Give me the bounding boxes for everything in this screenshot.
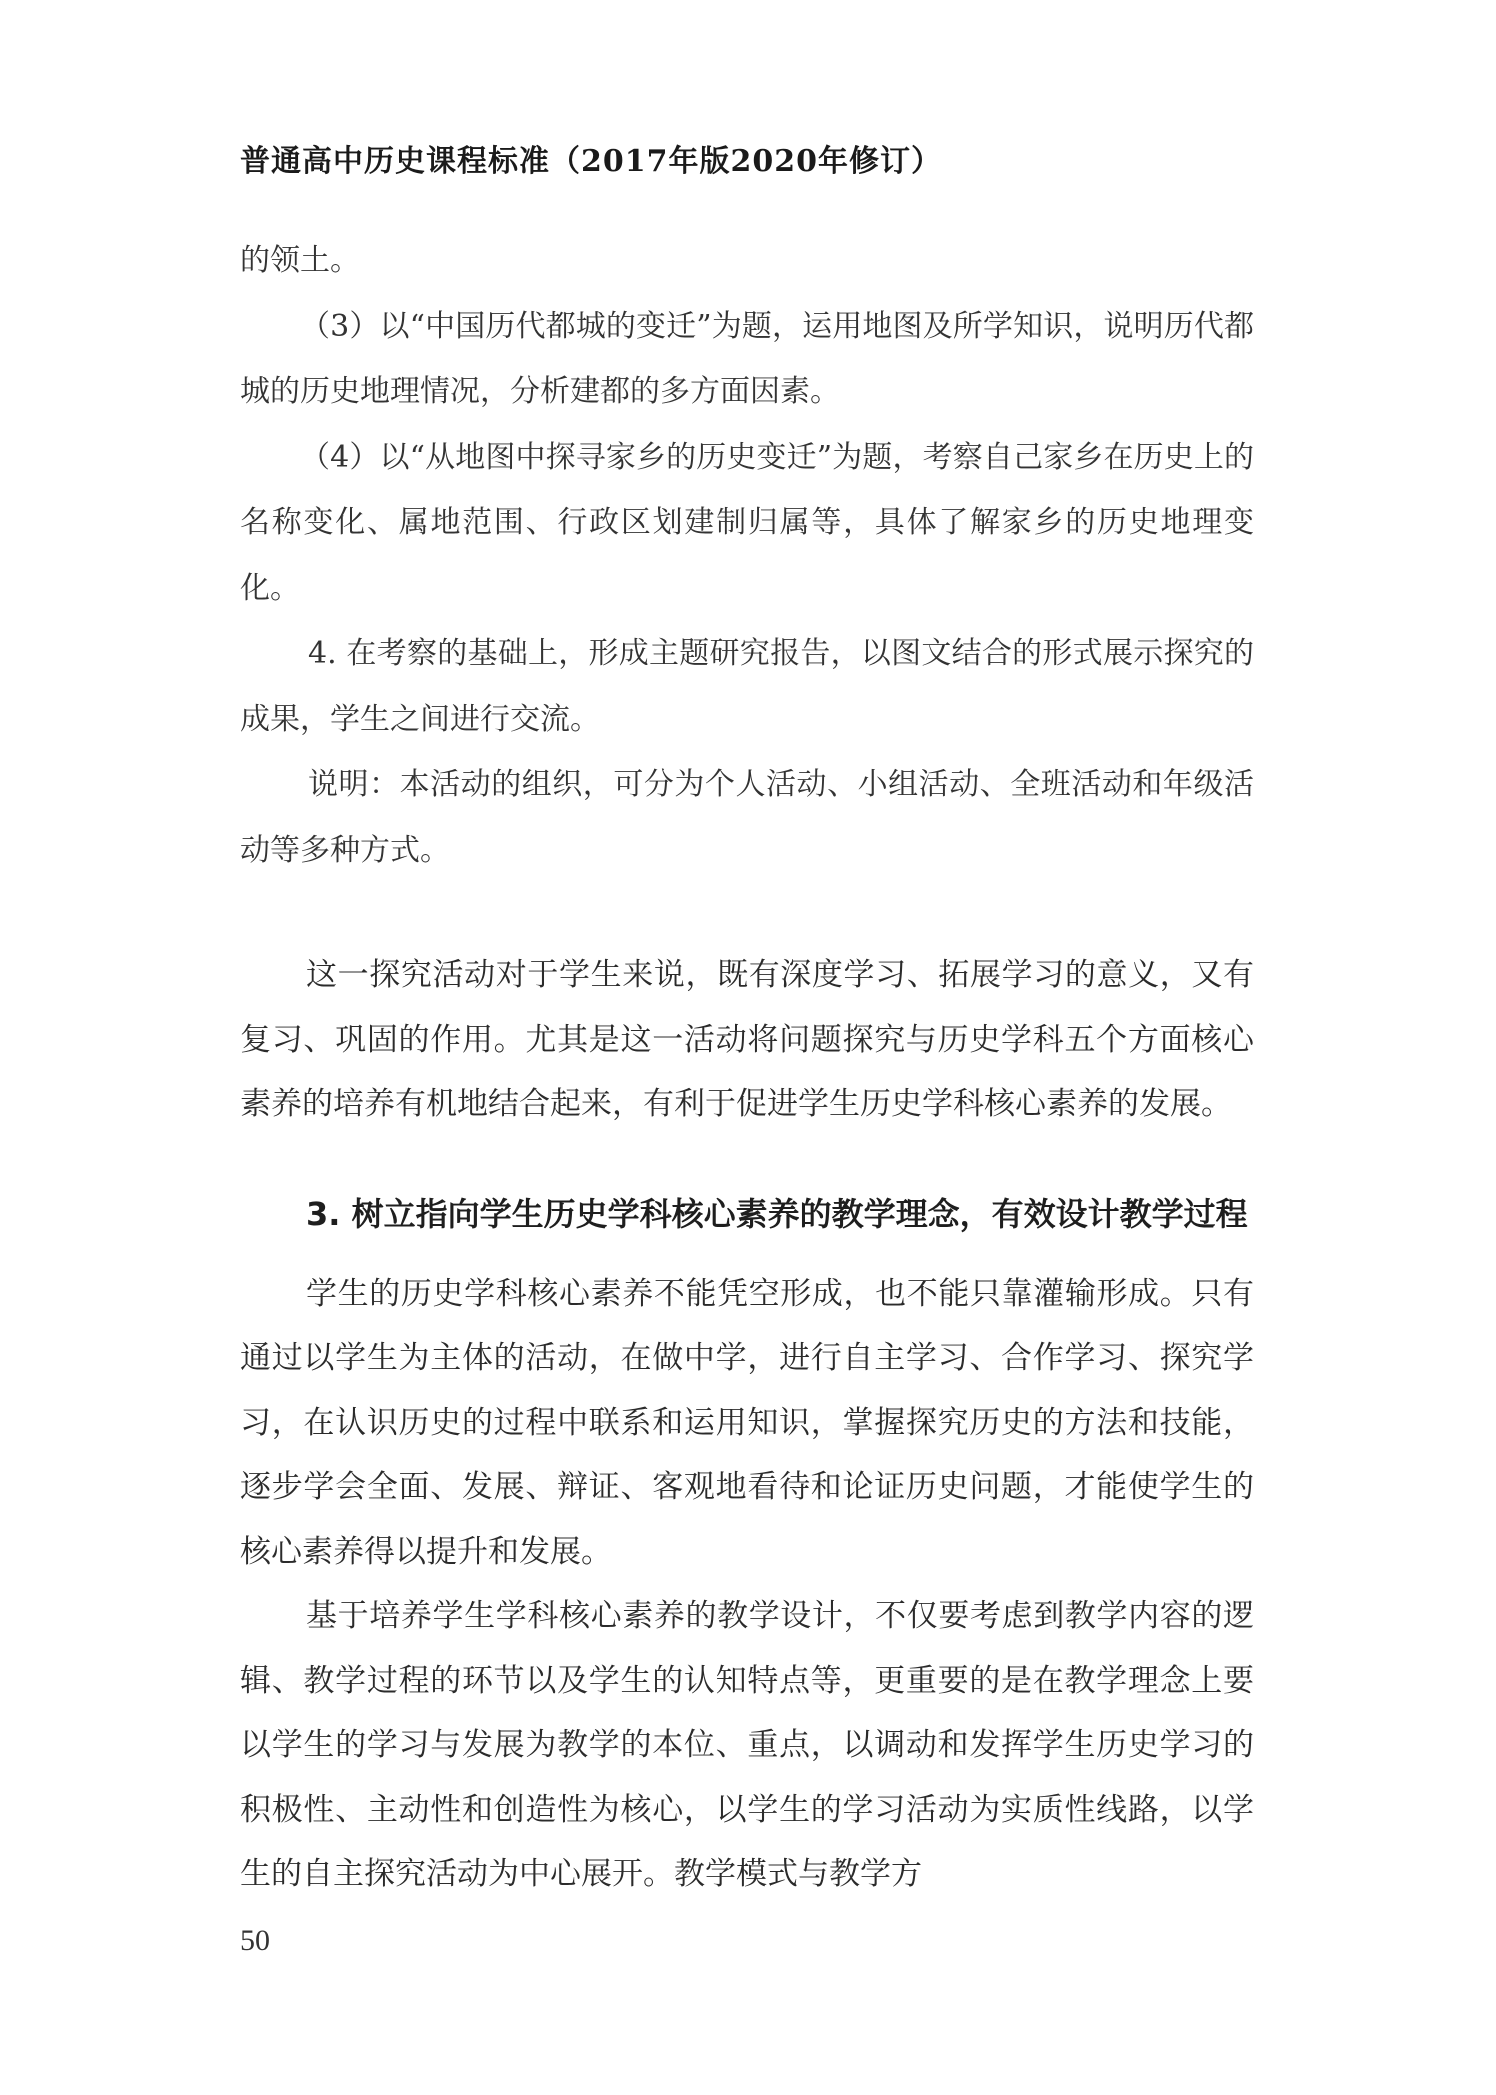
activity-paragraph: 4. 在考察的基础上，形成主题研究报告，以图文结合的形式展示探究的成果，学生之间进行交流。 bbox=[240, 636, 1254, 737]
activity-paragraph: 说明：本活动的组织，可分为个人活动、小组活动、全班活动和年级活动等多种方式。 bbox=[240, 767, 1254, 868]
activity-block bbox=[240, 228, 1254, 883]
page-content bbox=[240, 228, 1254, 1907]
running-header: 普通高中历史课程标准（2017年版2020年修订） bbox=[240, 144, 942, 179]
body-paragraph: 学生的历史学科核心素养不能凭空形成，也不能只靠灌输形成。只有通过以学生为主体的活动，在做中学，进行自主学习、合作学习、探究学习，在认识历史的过程中联系和运用知识，掌握探究历史的方法和技能，逐步学会全面、发展、辩证、客观地看待和论证历史问题，才能使学生的核心素养得以提升和发展。 bbox=[240, 1275, 1254, 1570]
body-paragraph: 这一探究活动对于学生来说，既有深度学习、拓展学习的意义，又有复习、巩固的作用。尤其是这一活动将问题探究与历史学科五个方面核心素养的培养有机地结合起来，有利于促进学生历史学科核心素养的发展。 bbox=[240, 957, 1254, 1122]
activity-paragraph: 的领土。 bbox=[240, 243, 360, 278]
body-paragraph: 基于培养学生学科核心素养的教学设计，不仅要考虑到教学内容的逻辑、教学过程的环节以及学生的认知特点等，更重要的是在教学理念上要以学生的学习与发展为教学的本位、重点，以调动和发挥学生历史学习的积极性、主动性和创造性为核心，以学生的学习活动为实质性线路，以学生的自主探究活动为中心展开。教学模式与教学方 bbox=[240, 1598, 1254, 1892]
section-heading: 3. 树立指向学生历史学科核心素养的教学理念，有效设计教学过程 bbox=[306, 1194, 1248, 1233]
body-text bbox=[240, 943, 1254, 1137]
activity-paragraph: （4）以“从地图中探寻家乡的历史变迁”为题，考察自己家乡在历史上的名称变化、属地范围、行政区划建制归属等，具体了解家乡的历史地理变化。 bbox=[240, 439, 1254, 606]
page-number: 50 bbox=[240, 1924, 270, 1957]
body-text bbox=[240, 1262, 1254, 1907]
activity-paragraph: （3）以“中国历代都城的变迁”为题，运用地图及所学知识，说明历代都城的历史地理情况，分析建都的多方面因素。 bbox=[240, 308, 1254, 409]
